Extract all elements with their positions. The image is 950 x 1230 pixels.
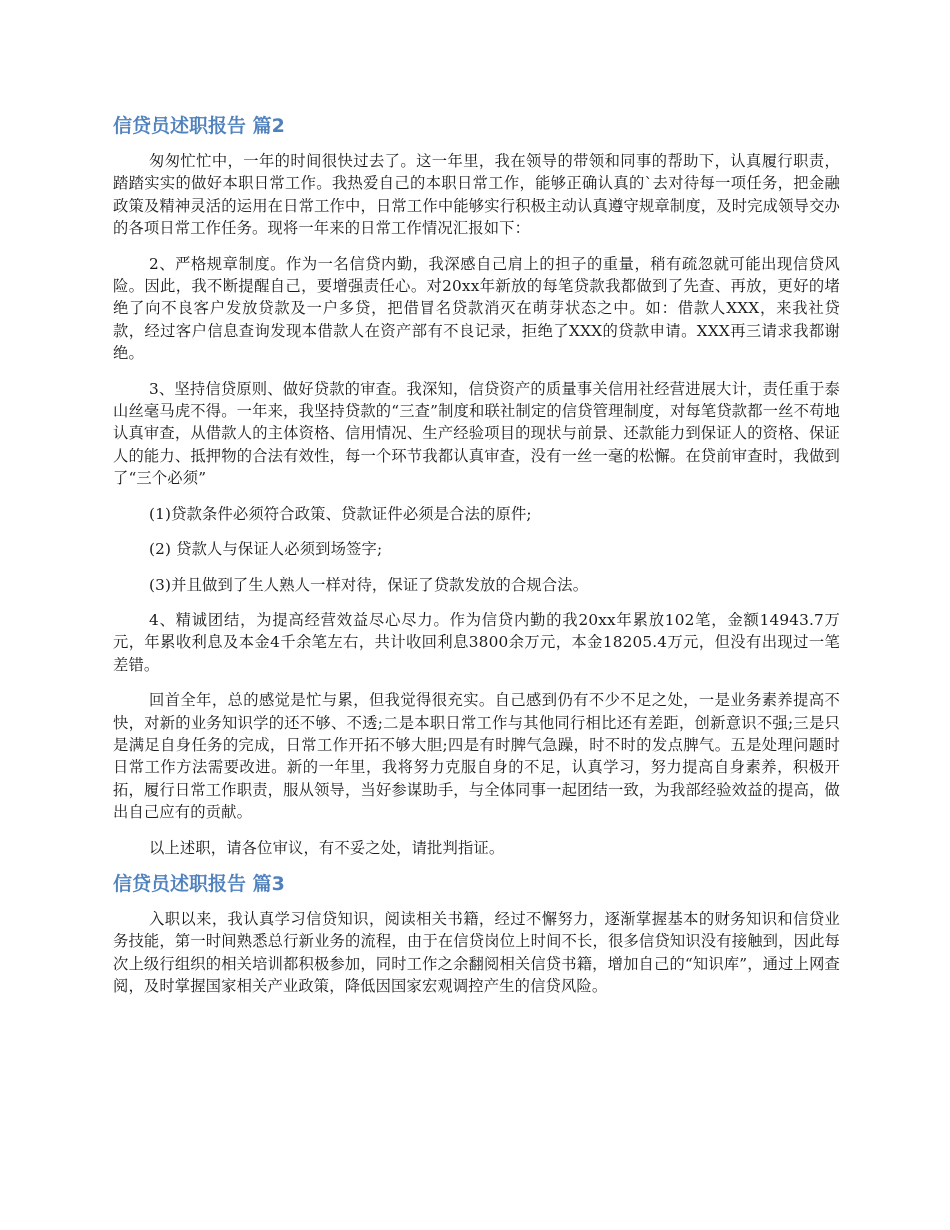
paragraph-intro: 匆匆忙忙中，一年的时间很快过去了。这一年里，我在领导的带领和同事的帮助下，认真履行职责，踏踏实实的做好本职日常工作。我热爱自己的本职日常工作，能够正确认真的`去对待每一项任务，把金融政策及精神灵活的运用在日常工作中，日常工作中能够实行积极主动认真遵守规章制度，及时完成领导交办的各项日常工作任务。现将一年来的日常工作情况汇报如下： [113, 152, 840, 238]
section-heading-3: 信贷员述职报告 篇3 [113, 872, 285, 895]
paragraph-section3-intro: 入职以来，我认真学习信贷知识，阅读相关书籍，经过不懈努力，逐渐掌握基本的财务知识和信贷业务技能，第一时间熟悉总行新业务的流程，由于在信贷岗位上时间不长，很多信贷知识没有接触到，因此每次上级行组织的相关培训都积极参加，同时工作之余翻阅相关信贷书籍，增加自己的“知识库”，通过上网查阅，及时掌握国家相关产业政策，降低因国家宏观调控产生的信贷风险。 [113, 909, 840, 996]
paragraph-sub-2: (2) 贷款人与保证人必须到场签字; [149, 540, 383, 559]
paragraph-item-4: 4、精诚团结，为提高经营效益尽心尽力。作为信贷内勤的我20xx年累放102笔，金额14943.7万元，年累收利息及本金4千余笔左右，共计收回利息3800余万元，本金18205.4万元，但没有出现过一笔差错。 [113, 610, 840, 674]
paragraph-sub-1: (1)贷款条件必须符合政策、贷款证件必须是合法的原件; [149, 504, 532, 523]
paragraph-item-2: 2、严格规章制度。作为一名信贷内勤，我深感自己肩上的担子的重量，稍有疏忽就可能出现信贷风险。因此，我不断提醒自己，要增强责任心。对20xx年新放的每笔贷款我都做到了先查、再放，更好的堵绝了向不良客户发放贷款及一户多贷，把借冒名贷款消灭在萌芽状态之中。如：借款人XXX，来我社贷款，经过客户信息查询发现本借款人在资产部有不良记录，拒绝了XXX的贷款申请。XXX再三请求我都谢绝。 [113, 254, 840, 363]
section-heading-2: 信贷员述职报告 篇2 [113, 115, 285, 137]
paragraph-closing: 以上述职，请各位审议，有不妥之处，请批判指证。 [149, 838, 505, 857]
paragraph-sub-3: (3)并且做到了生人熟人一样对待，保证了贷款发放的合规合法。 [149, 575, 589, 594]
paragraph-review: 回首全年，总的感觉是忙与累，但我觉得很充实。自己感到仍有不少不足之处，一是业务素养提高不快，对新的业务知识学的还不够、不透;二是本职日常工作与其他同行相比还有差距，创新意识不强;三是只是满足自身任务的完成，日常工作开拓不够大胆;四是有时脾气急躁，时不时的发点脾气。五是处理问题时日常工作方法需要改进。新的一年里，我将努力克服自身的不足，认真学习，努力提高自身素养，积极开拓，履行日常工作职责，服从领导，当好参谋助手，与全体同事一起团结一致，为我部经验效益的提高，做出自己应有的贡献。 [113, 691, 840, 822]
paragraph-item-3: 3、坚持信贷原则、做好贷款的审查。我深知，信贷资产的质量事关信用社经营进展大计，责任重于泰山丝毫马虎不得。一年来，我坚持贷款的“三查”制度和联社制定的信贷管理制度，对每笔贷款都一丝不苟地认真审查，从借款人的主体资格、信用情况、生产经验项目的现状与前景、还款能力到保证人的资格、保证人的能力、抵押物的合法有效性，每一个环节我都认真审查，没有一丝一毫的松懈。在贷前审查时，我做到了“三个必须” [113, 379, 840, 488]
document-body [113, 112, 840, 998]
